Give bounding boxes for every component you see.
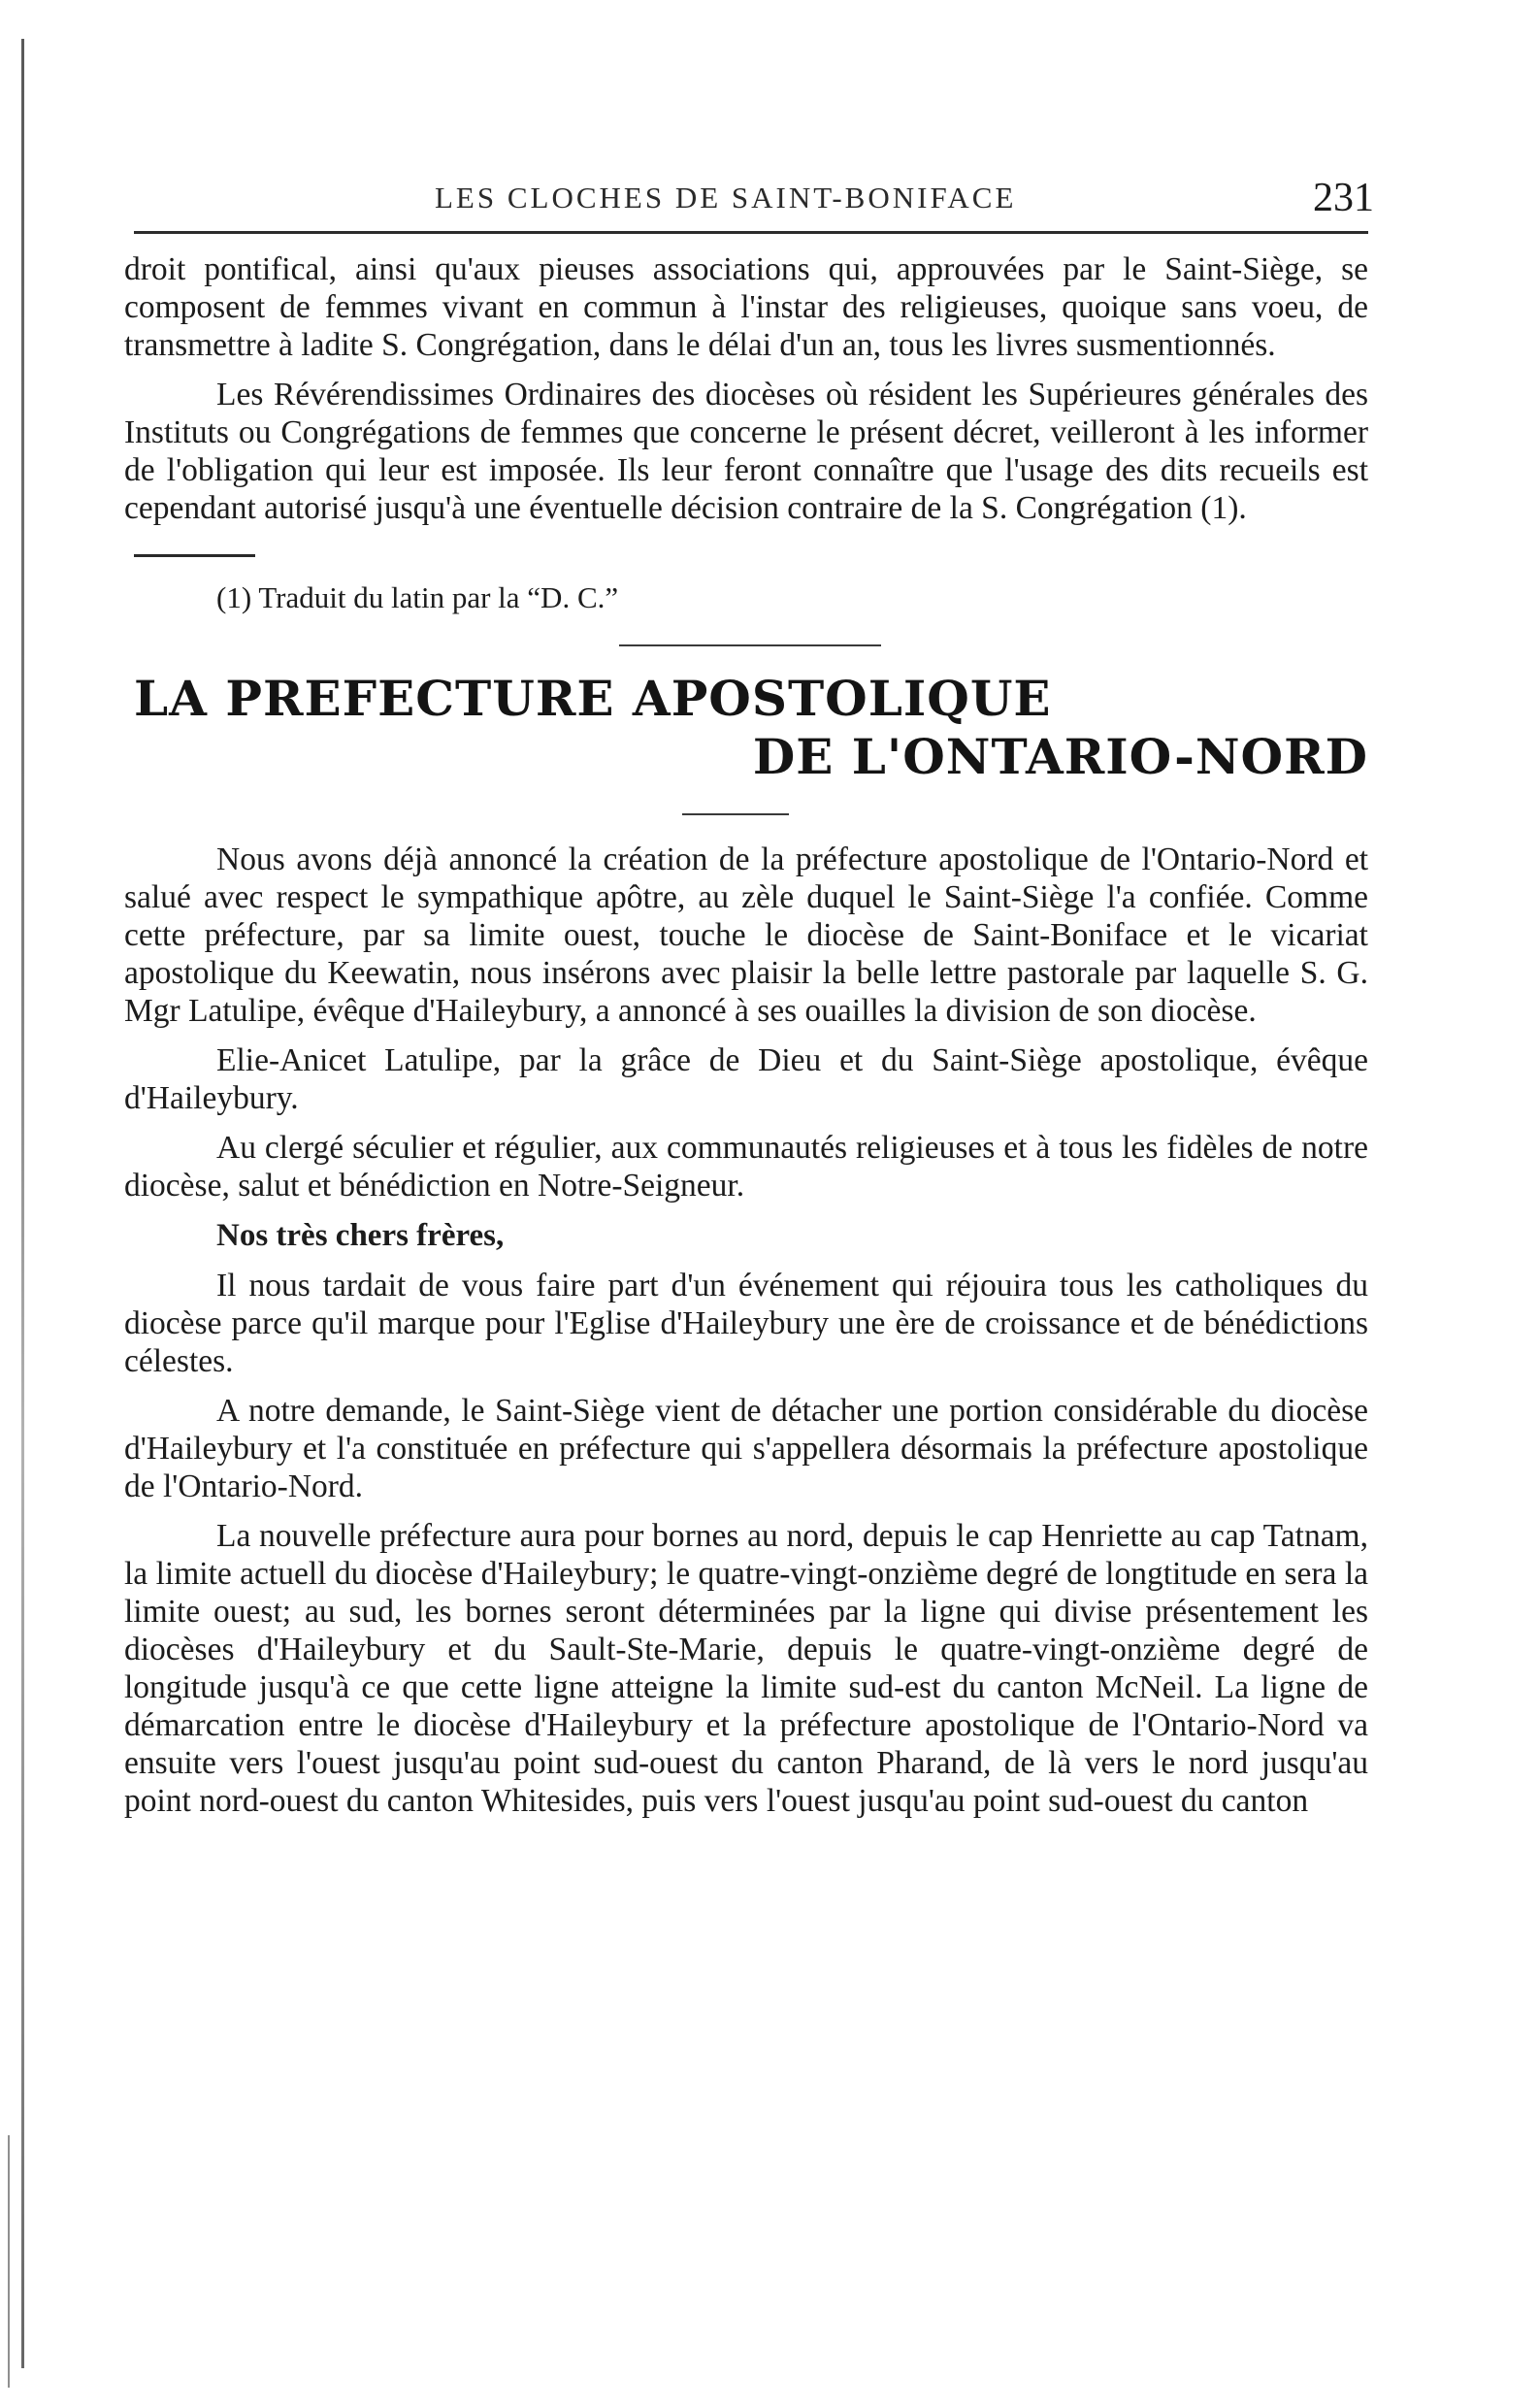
article-title-line-1: LA PREFECTURE APOSTOLIQUE	[134, 670, 1052, 727]
running-title: LES CLOCHES DE SAINT-BONIFACE	[435, 181, 1017, 214]
footnote: (1) Traduit du latin par la “D. C.”	[216, 580, 619, 614]
page-number: 231	[1313, 176, 1374, 220]
letter-salutation: Nos très chers frères,	[216, 1218, 505, 1253]
scan-edge-shadow	[21, 39, 24, 2368]
letter-paragraph: La nouvelle préfecture aura pour bornes au nord, depuis le cap Henriette au cap Tatnam, la limite actuell du diocèse d'Haileybury; le quatre-vingt-onzième degré de longtitude en sera la limite ouest; au sud, les bornes seront déterminées par la ligne qui divise présentement les diocèses d'Haileybury et du Sault-Ste-Marie, depuis le quatre-vingt-onzième degré de longitude jusqu'à ce que cette ligne atteigne la limite sud-est du canton McNeil. La ligne de démarcation entre le diocèse d'Haileybury et la préfecture apostolique de l'Ontario-Nord va ensuite vers l'ouest jusqu'au point sud-ouest du canton Pharand, de là vers le nord jusqu'au point nord-ouest du canton Whitesides, puis vers l'ouest jusqu'au point sud-ouest du canton	[124, 1518, 1368, 1819]
letter-address-paragraph: Au clergé séculier et régulier, aux communautés religieuses et à tous les fidèles de notre diocèse, salut et bénédiction en Notre-Seigneur.	[124, 1130, 1368, 1204]
scan-edge-mark	[8, 2135, 10, 2388]
continued-paragraph: droit pontifical, ainsi qu'aux pieuses associations qui, approuvées par le Saint-Siège, se composent de femmes vivant en commun à l'instar des religieuses, quoique sans voeu, de transmettre à ladite S. Congrégation, dans le délai d'un an, tous les livres susmentionnés.	[124, 251, 1368, 363]
article-title-line-2: DE L'ONTARIO-NORD	[752, 728, 1368, 785]
letter-paragraph: Il nous tardait de vous faire part d'un événement qui réjouira tous les catholiques du diocèse parce qu'il marque pour l'Eglise d'Haileybury une ère de croissance et de bénédictions célestes.	[124, 1268, 1368, 1379]
header-rule	[134, 231, 1368, 234]
book-page	[124, 175, 1374, 1820]
title-divider	[682, 813, 789, 815]
decree-paragraph: Les Révérendissimes Ordinaires des diocèses où résident les Supérieures générales des Instituts ou Congrégations de femmes que concerne le présent décret, veilleront à les informer de l'obligation qui leur est imposée. Ils leur feront connaître que l'usage des dits recueils est cependant autorisé jusqu'à une éventuelle décision contraire de la S. Congrégation (1).	[124, 377, 1368, 526]
article-title	[124, 670, 1368, 786]
article-paragraph: Nous avons déjà annoncé la création de la préfecture apostolique de l'Ontario-Nord et salué avec respect le sympathique apôtre, au zèle duquel le Saint-Siège l'a confiée. Comme cette préfecture, par sa limite ouest, touche le diocèse de Saint-Boniface et le vicariat apostolique du Keewatin, nous insérons avec plaisir la belle lettre pastorale par laquelle S. G. Mgr Latulipe, évêque d'Haileybury, a annoncé à ses ouailles la division de son diocèse.	[124, 841, 1368, 1029]
running-header	[124, 175, 1374, 237]
letter-author-paragraph: Elie-Anicet Latulipe, par la grâce de Dieu et du Saint-Siège apostolique, évêque d'Haileybury.	[124, 1042, 1368, 1116]
section-divider	[619, 644, 881, 646]
letter-paragraph: A notre demande, le Saint-Siège vient de détacher une portion considérable du diocèse d'Haileybury et l'a constituée en préfecture qui s'appellera désormais la préfecture apostolique de l'Ontario-Nord.	[124, 1393, 1368, 1504]
footnote-rule	[134, 554, 255, 557]
